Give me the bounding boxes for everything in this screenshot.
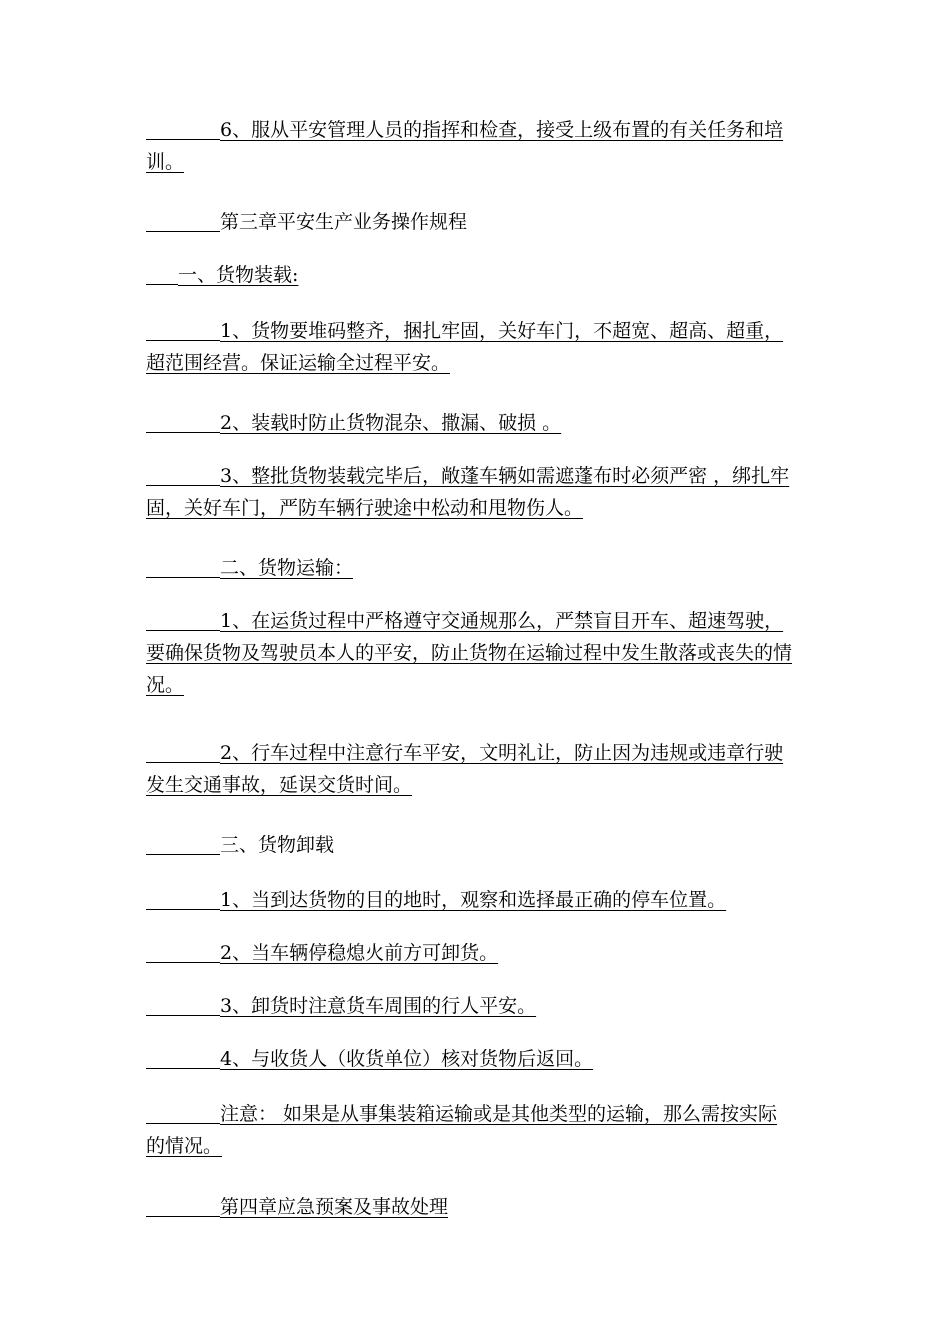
- paragraph-transport-item-1: 1、在运货过程中严格遵守交通规那么，严禁盲目开车、超速驾驶，要确保货物及驾驶员本人的平安，防止货物在运输过程中发生散落或丧失的情况。: [146, 610, 793, 696]
- section-3-heading: 三、货物卸载: [146, 829, 796, 861]
- paragraph-unloading-item-1: 1、当到达货物的目的地时，观察和选择最正确的停车位置。: [146, 884, 796, 916]
- indent-underline: [146, 576, 220, 578]
- indent-underline: [146, 431, 220, 433]
- indent-underline: [146, 1014, 220, 1016]
- section-2-heading: 二、货物运输：: [146, 552, 796, 584]
- indent-underline: [146, 961, 220, 963]
- paragraph-transport-item-2: 2、行车过程中注意行车平安，文明礼让，防止因为违规或违章行驶发生交通事故，延误交货时间。: [146, 742, 784, 796]
- indent-underline: [146, 853, 220, 855]
- paragraph-item-6-duties: 6、服从平安管理人员的指挥和检查，接受上级布置的有关任务和培训。: [146, 119, 784, 173]
- indent-underline: [146, 629, 220, 631]
- indent-underline: [146, 1067, 220, 1069]
- indent-underline: [146, 1215, 220, 1217]
- paragraph-unloading-item-2: 2、当车辆停稳熄火前方可卸货。: [146, 937, 796, 969]
- indent-underline: [146, 339, 220, 341]
- paragraph-unloading-item-4: 4、与收货人（收货单位）核对货物后返回。: [146, 1043, 796, 1075]
- indent-underline: [146, 761, 220, 763]
- paragraph-loading-item-3: 3、整批货物装载完毕后，敞蓬车辆如需遮蓬布时必须严密 ，绑扎牢固，关好车门，严防车辆行驶途中松动和甩物伤人。: [146, 465, 790, 519]
- indent-underline: [146, 1122, 220, 1124]
- chapter-3-heading: 第三章平安生产业务操作规程: [146, 206, 796, 238]
- paragraph-unloading-item-3: 3、卸货时注意货车周围的行人平安。: [146, 990, 796, 1022]
- indent-underline: [146, 138, 220, 140]
- indent-underline: [146, 908, 220, 910]
- paragraph-loading-item-1: 1、货物要堆码整齐，捆扎牢固，关好车门，不超宽、超高、超重，超范围经营。保证运输全过程平安。: [146, 320, 784, 374]
- section-1-heading: 一、货物装载:: [146, 259, 796, 291]
- indent-underline: [146, 283, 178, 285]
- paragraph-loading-item-2: 2、装载时防止货物混杂、撒漏、破损 。: [146, 407, 796, 439]
- paragraph-note: 注意： 如果是从事集装箱运输或是其他类型的运输，那么需按实际的情况。: [146, 1103, 778, 1157]
- indent-underline: [146, 230, 220, 232]
- chapter-4-heading: 第四章应急预案及事故处理: [146, 1191, 796, 1223]
- indent-underline: [146, 484, 220, 486]
